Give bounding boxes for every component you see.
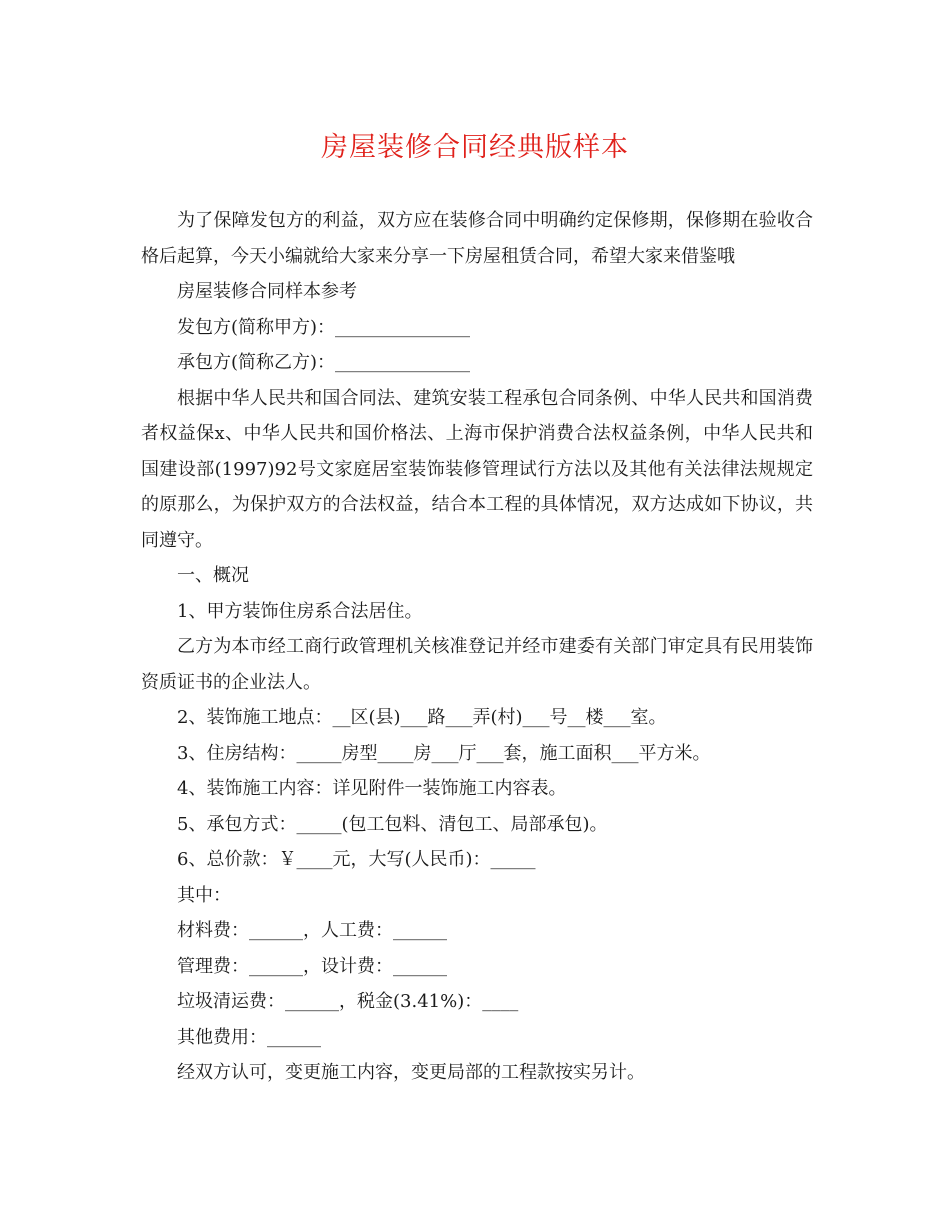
paragraph-legal-basis: 根据中华人民共和国合同法、建筑安装工程承包合同条例、中华人民共和国消费者权益保x、中华人民共和国价格法、上海市保护消费合法权益条例，中华人民共和国建设部(1997)92号文家庭居室装饰装修管理试行方法以及其他有关法律法规规定的原那么，为保护双方的合法权益，结合本工程的具体情况，双方达成如下协议，共同遵守。: [141, 387, 813, 551]
fee-line-material-labor: 材料费：______，人工费：______: [177, 920, 447, 941]
party-a-line: 发包方(简称甲方)：_______________: [177, 316, 471, 338]
clause-2-location: 2、装饰施工地点：__区(县)___路___弄(村)___号__楼___室。: [177, 707, 667, 728]
clause-4-content: 4、装饰施工内容：详见附件一装饰施工内容表。: [177, 778, 567, 799]
clause-6-total-price: 6、总价款：￥____元，大写(人民币)：_____: [177, 849, 536, 870]
paragraph-sample-reference: 房屋装修合同样本参考: [177, 281, 357, 302]
clause-1: 1、甲方装饰住房系合法居住。: [177, 600, 423, 622]
paragraph-intro: 为了保障发包方的利益，双方应在装修合同中明确约定保修期，保修期在验收合格后起算，今天小编就给大家来分享一下房屋租赁合同，希望大家来借鉴哦: [141, 210, 813, 267]
fee-line-garbage-tax: 垃圾清运费：______，税金(3.41%)：____: [177, 991, 519, 1012]
clause-5-contract-method: 5、承包方式：_____(包工包料、清包工、局部承包)。: [177, 813, 608, 835]
section-heading-overview: 一、概况: [177, 565, 249, 586]
clause-1-party-b: 乙方为本市经工商行政管理机关核准登记并经市建委有关部门审定具有民用装饰资质证书的企业法人。: [141, 636, 813, 693]
fee-line-other: 其他费用：______: [177, 1026, 321, 1048]
paragraph-change-terms: 经双方认可，变更施工内容，变更局部的工程款按实另计。: [177, 1062, 645, 1083]
fee-line-management-design: 管理费：______，设计费：______: [177, 955, 447, 977]
document-body: [141, 203, 813, 1091]
party-b-line: 承包方(简称乙方)：_______________: [177, 352, 471, 373]
clause-3-structure: 3、住房结构：_____房型____房___厅___套，施工面积___平方米。: [177, 742, 711, 764]
price-breakdown-label: 其中：: [177, 884, 231, 906]
document-title: 房屋装修合同经典版样本: [321, 132, 629, 163]
